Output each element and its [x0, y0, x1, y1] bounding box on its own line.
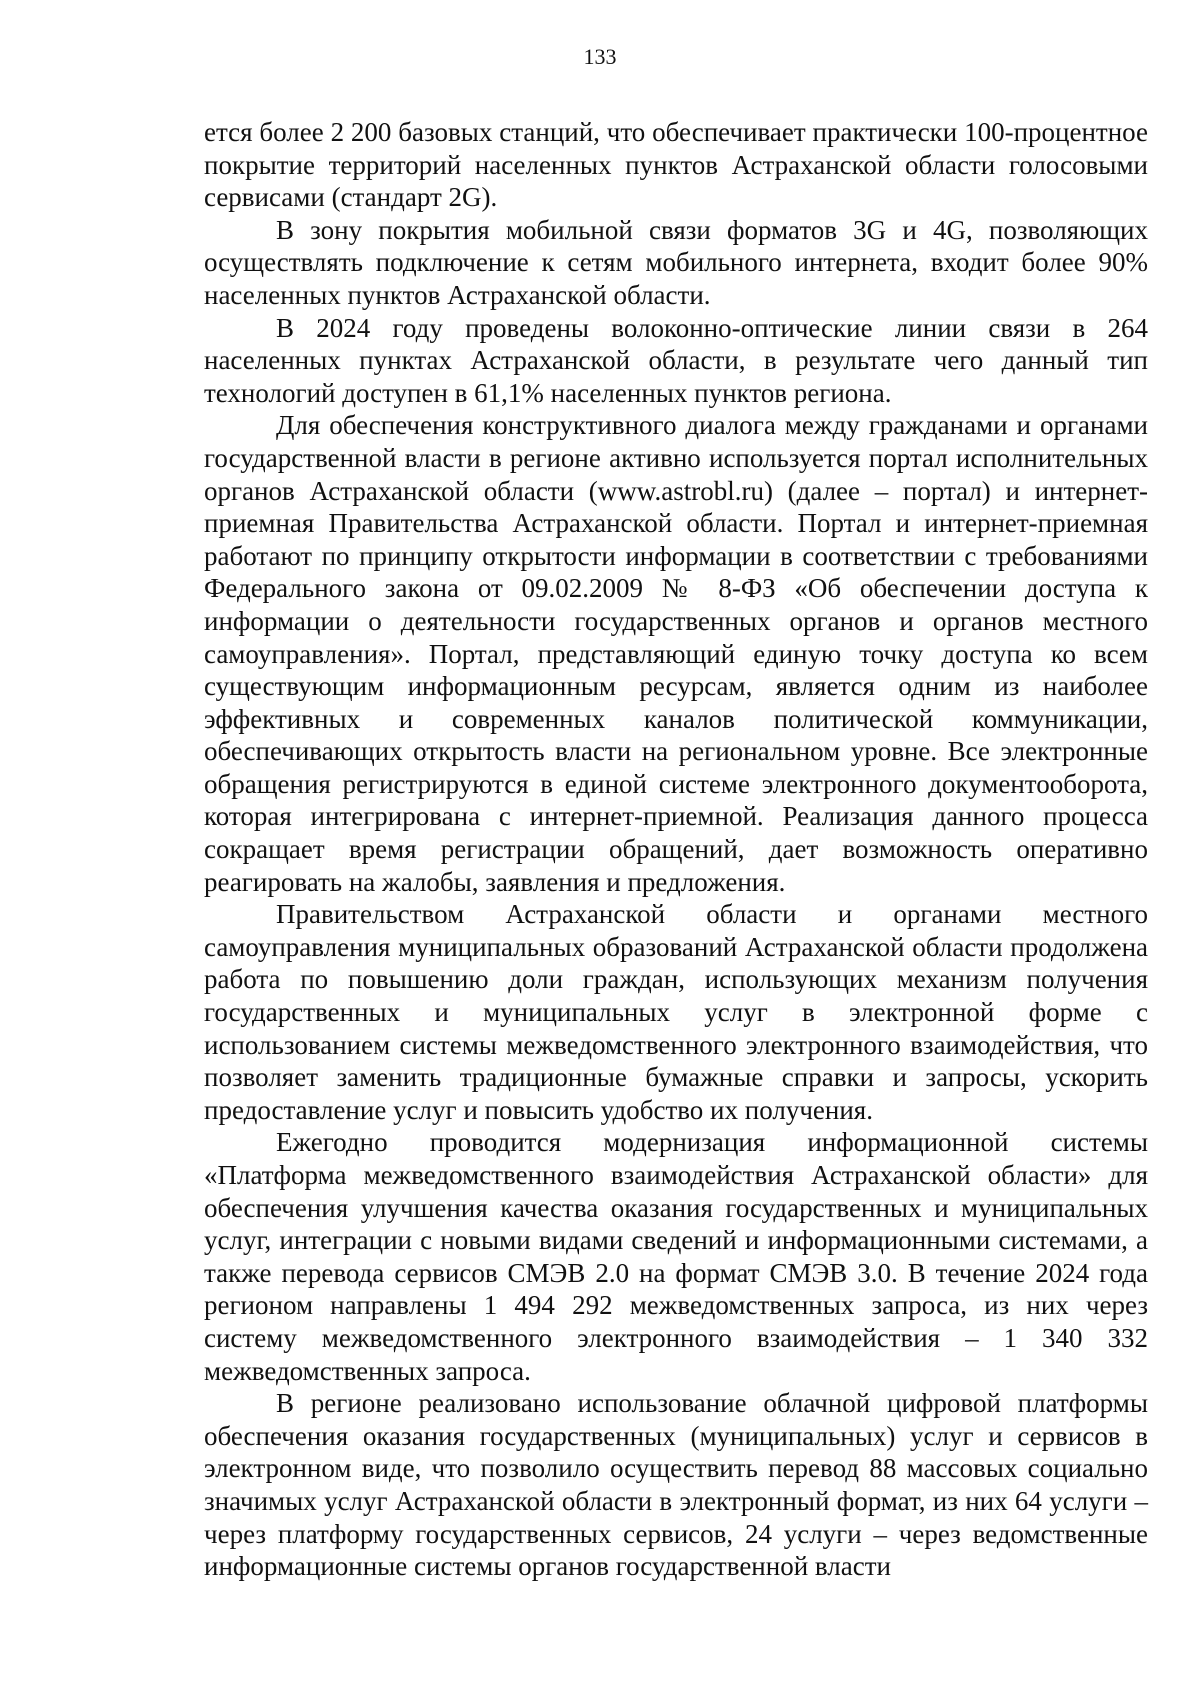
paragraph-continuation: ется более 2 200 базовых станций, что обеспечивает практически 100-процентное покрытие территорий населенных пунктов Астраханской области голосовыми сервисами (стандарт 2G). — [204, 117, 1148, 213]
paragraph-fiber-optic: В 2024 году проведены волоконно-оптические линии связи в 264 населенных пунктах Астраханской области, в результате чего данный тип технологий доступен в 61,1% населенных пунктов региона. — [204, 312, 1148, 408]
paragraph-electronic-services: Правительством Астраханской области и органами местного самоуправления муниципальных образований Астраханской области продолжена работа по повышению доли граждан, использующих механизм получения государственных и муниципальных услуг в электронной форме с использованием системы межведомственного электронного взаимодействия, что позволяет заменить традиционные бумажные справки и запросы, ускорить предоставление услуг и повысить удобство их получения. — [204, 899, 1148, 1125]
paragraph-cloud-platform: В регионе реализовано использование облачной цифровой платформы обеспечения оказания государственных (муниципальных) услуг и сервисов в электронном виде, что позволило осуществить перевод 88 массовых социально значимых услуг Астраханской области в электронный формат, из них 64 услуги – через платформу государственных сервисов, 24 услуги – через ведомственные информационные системы органов государственной власти — [204, 1388, 1148, 1582]
paragraph-mobile-coverage: В зону покрытия мобильной связи форматов 3G и 4G, позволяющих осуществлять подключение к сетям мобильного интернета, входит более 90% населенных пунктов Астраханской области. — [204, 214, 1148, 310]
paragraph-portal: Для обеспечения конструктивного диалога между гражданами и органами государственной власти в регионе активно используется портал исполнительных органов Астраханской области (www.astrobl.ru) (далее – портал) и интернет-приемная Правительства Астраханской области. Портал и интернет-приемная работают по принципу открытости информации в соответствии с требованиями Федерального закона от 09.02.2009 № 8-ФЗ «Об обеспечении доступа к информации о деятельности государственных органов и органов местного самоуправления». Портал, представляющий единую точку доступа ко всем существующим информационным ресурсам, является одним из наиболее эффективных и современных каналов политической коммуникации, обеспечивающих открытость власти на региональном уровне. Все электронные обращения регистрируются в единой системе электронного документооборота, которая интегрирована с интернет-приемной. Реализация данного процесса сокращает время регистрации обращений, дает возможность оперативно реагировать на жалобы, заявления и предложения. — [204, 410, 1148, 897]
page-number: 133 — [583, 44, 617, 69]
paragraph-smev-platform: Ежегодно проводится модернизация информационной системы «Платформа межведомственного взаимодействия Астраханской области» для обеспечения улучшения качества оказания государственных и муниципальных услуг, интеграции с новыми видами сведений и информационными системами, а также перевода сервисов СМЭВ 2.0 на формат СМЭВ 3.0. В течение 2024 года регионом направлены 1 494 292 межведомственных запроса, из них через систему межведомственного электронного взаимодействия – 1 340 332 межведомственных запроса. — [204, 1127, 1148, 1386]
body-text — [204, 116, 1148, 1583]
